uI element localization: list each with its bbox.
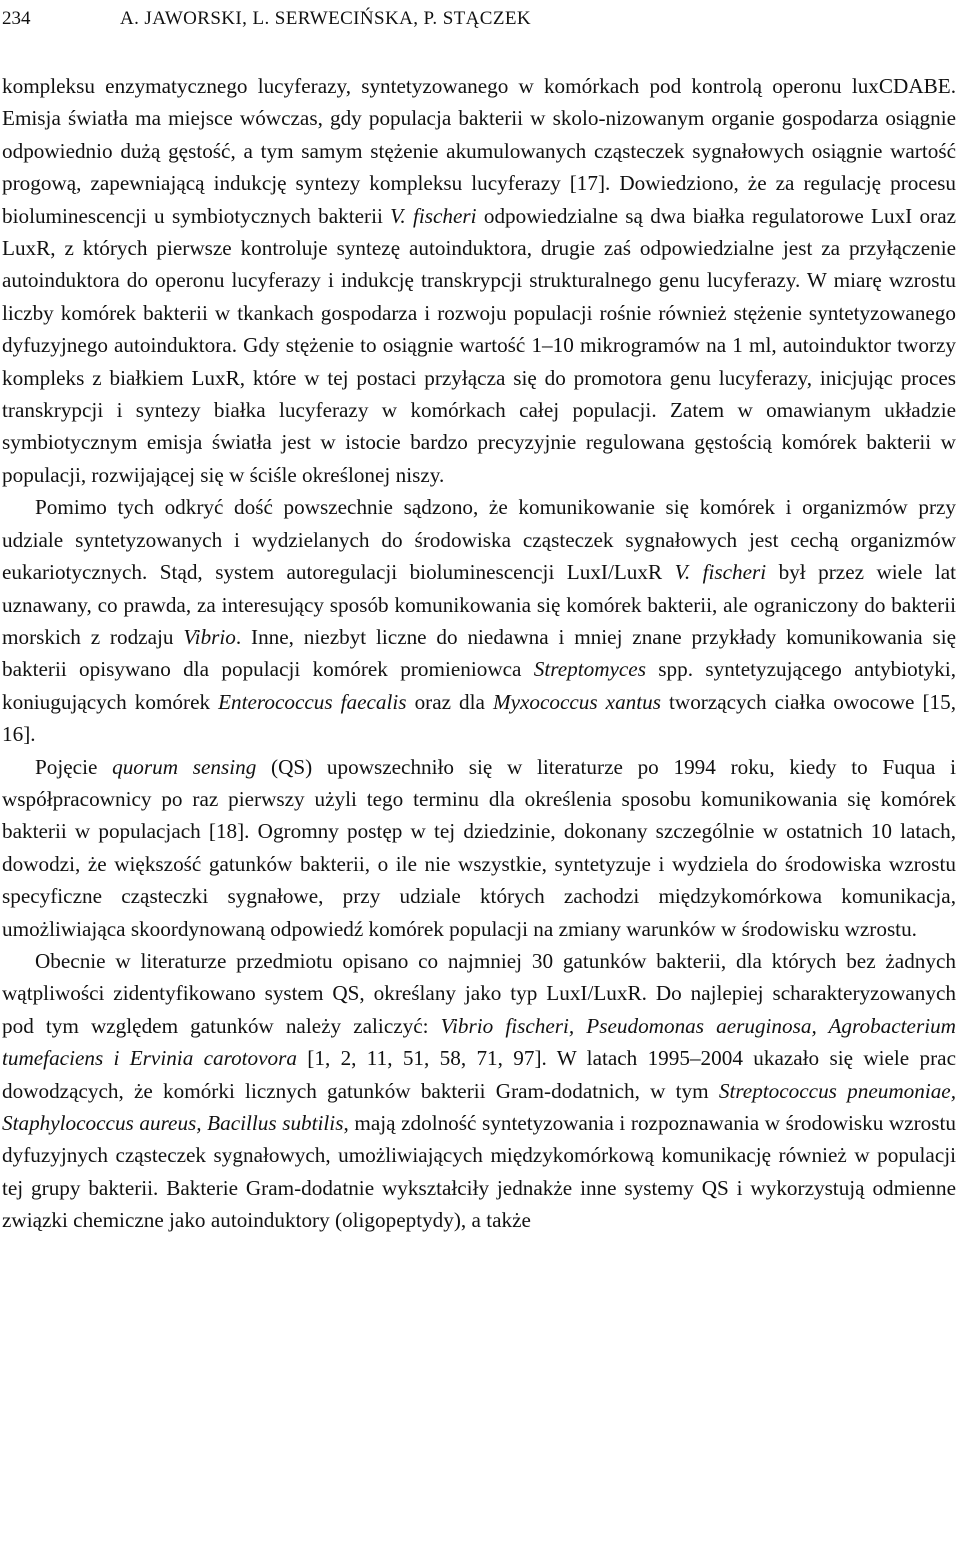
italic-text: Myxococcus xantus [492,689,661,714]
text-run: . Inne, niezbyt liczne do niedawna i mniej znane przykłady komunikowania się bakterii opisywano dla populacji komórek promieniowca [2,624,956,682]
text-run: (QS) upowszechniło się w literaturze po 1994 roku, kiedy to Fuqua i współpracownicy po raz pierwszy użyli tego terminu dla określenia sposobu komunikowania się komórek bakterii w populacjach [18]. Ogromny postęp w tej dziedzinie, dokonany szczególnie w ostatnich 10 latach, dowodzi, że większość gatunków bakterii, o ile nie wszystkie, syntetyzuje i wydziela do środowiska wzrostu specyficzne cząsteczki sygnałowe, przy udziale których zachodzi międzykomórkowa komunikacja, umożliwiająca skoordynowaną odpowiedź komórek populacji na zmiany warunków w środowisku wzrostu. [2,754,956,941]
italic-text: Enterococcus faecalis [218,689,407,714]
italic-text: Vibrio [183,624,236,649]
paragraph [2,491,956,750]
italic-text: Streptococcus pneumoniae, Staphylococcus aureus, Bacillus subtilis [2,1078,957,1135]
running-header [2,6,958,32]
paragraph [2,70,956,491]
text-run: był przez wiele lat uznawany, co prawda, za interesujący sposób komunikowania się komórek bakterii, ale ograniczony do bakterii morskich z rodzaju [2,560,957,649]
text-run: , mają zdolność syntetyzowania i rozpoznawania w środowisku wzrostu dyfuzyjnych cząsteczek sygnałowych, umożliwiających międzykomórkową komunikację również w populacji tej grupy bakterii. Bakterie Gram-dodatnie wykształciły jednakże inne systemy QS i wykorzystują odmienne związki chemiczne jako autoinduktory (oligopeptydy), a także [2,1111,957,1233]
italic-text: Streptomyces [533,657,646,682]
page-number: 234 [2,8,31,29]
text-run: odpowiedzialne są dwa białka regulatorowe LuxI oraz LuxR, z których pierwsze kontroluje syntezę autoinduktora, drugie zaś odpowiedzialne jest za przyłączenie autoinduktora do operonu lucyferazy i indukcję transkrypcji strukturalnego genu lucyferazy. W miarę wzrostu liczby komórek bakterii w tkankach gospodarza i rozwoju populacji rośnie również stężenie syntetyzowanego dyfuzyjnego autoinduktora. Gdy stężenie to osiągnie wartość 1–10 mikrogramów na 1 ml, autoinduktor tworzy kompleks z białkiem LuxR, które w tej postaci przyłącza się do promotora genu lucyferazy, inicjując proces transkrypcji i syntezy białka lucyferazy w komórkach całej populacji. Zatem w omawianym układzie symbiotycznym emisja światła jest w istocie bardzo precyzyjnie regulowana gęstością komórek bakterii w populacji, rozwijającej się w ściśle określonej niszy. [2,203,956,487]
text-run: [1, 2, 11, 51, 58, 71, 97]. W latach 1995–2004 ukazało się wiele prac dowodzących, że komórki licznych gatunków bakterii Gram-dodatnich, w tym [2,1046,956,1103]
text-run: kompleksu enzymatycznego lucyferazy, syntetyzowanego w komórkach pod kontrolą operonu luxCDABE. Emisja światła ma miejsce wówczas, gdy populacja bakterii w skolo-nizowanym organie gospodarza osiągnie odpowiednio dużą gęstość, a tym samym stężenie akumulowanych cząsteczek sygnałowych osiągnie wartość progową, zapewniającą indukcję syntezy kompleksu lucyferazy [17]. Dowiedziono, że za regulację procesu bioluminescencji u symbiotycznych bakterii [2,74,956,228]
running-header-authors: A. JAWORSKI, L. SERWECIŃSKA, P. STĄCZEK [120,8,531,29]
text-run: tworzących ciałka owocowe [15, 16]. [2,689,957,747]
text-run: Pojęcie [35,754,113,779]
text-run: Pomimo tych odkryć dość powszechnie sądzono, że komunikowanie się komórek i organizmów przy udziale syntetyzowanych i wydzielanych do środowiska cząsteczek sygnałowych jest cechą organizmów eukariotycznych. Stąd, system autoregulacji bioluminescencji LuxI/LuxR [2,495,956,585]
text-run: Obecnie w literaturze przedmiotu opisano co najmniej 30 gatunków bakterii, dla których bez żadnych wątpliwości zidentyfikowano system QS, określany jako typ LuxI/LuxR. Do najlepiej scharakteryzowanych pod tym względem gatunków należy zaliczyć: [2,948,956,1038]
body-text [2,70,956,1237]
paragraph [2,751,956,945]
text-run: spp. syntetyzującego antybiotyki, koniugujących komórek [2,657,957,714]
italic-text: Vibrio fischeri, Pseudomonas aeruginosa, Agrobacterium tumefaciens i Ervinia carotovora [2,1013,956,1071]
paragraph [2,945,956,1237]
italic-text: V. fischeri [674,560,767,585]
italic-text: V. fischeri [390,203,477,228]
text-run: oraz dla [406,689,493,714]
italic-text: quorum sensing [112,754,257,779]
